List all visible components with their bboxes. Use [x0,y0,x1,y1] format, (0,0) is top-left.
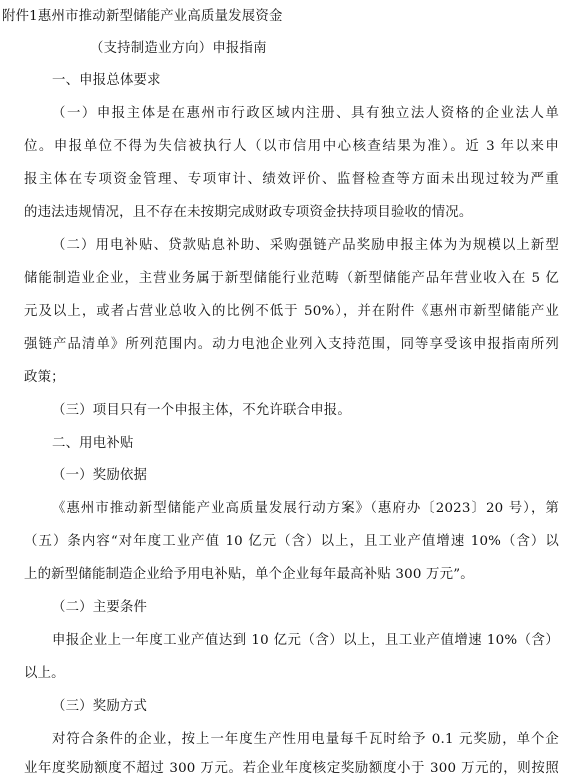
paragraph-line: 位。申报单位不得为失信被执行人（以市信用中心核查结果为准）。近 3 年以来申 [24,139,559,154]
document-subtitle: （支持制造业方向）申报指南 [90,41,267,56]
paragraph-line: 申报企业上一年度工业产值达到 10 亿元（含）以上，且工业产值增速 10%（含） [52,633,559,648]
paragraph-line: （二）用电补贴、贷款贴息补助、采购强链产品奖励申报主体为为规模以上新型 [52,238,559,253]
paragraph-line: 储能制造业企业，主营业务属于新型储能行业范畴（新型储能产品年营业收入在 5 亿 [24,271,559,286]
paragraph-line: 上的新型储能制造企业给予用电补贴，单个企业每年最高补贴 300 万元”。 [24,567,474,582]
paragraph-line: 对符合条件的企业，按上一年度生产性用电量每千瓦时给予 0.1 元奖励，单个企 [52,732,559,747]
subsection-heading: （二）主要条件 [52,600,148,615]
paragraph-line: （五）条内容“对年度工业产值 10 亿元（含）以上，且工业产值增速 10%（含）以 [24,534,559,549]
paragraph-line: 强链产品清单》所列范围内。动力电池企业列入支持范围，同等享受该申报指南所列 [24,337,559,352]
paragraph-line: （一）申报主体是在惠州市行政区域内注册、具有独立法人资格的企业法人单 [52,106,559,121]
paragraph-line: 以上。 [24,666,65,681]
paragraph-line: 的违法违规情况，且不存在未按期完成财政专项资金扶持项目验收的情况。 [24,205,473,220]
paragraph-line: 元及以上，或者占营业总收入的比例不低于 50%），并在附件《惠州市新型储能产业 [24,304,559,319]
paragraph-line: 《惠州市推动新型储能产业高质量发展行动方案》（惠府办〔2023〕20 号），第 [52,501,559,516]
paragraph-line: 政策； [24,370,65,385]
subsection-heading: （一）奖励依据 [52,468,148,483]
paragraph-line: 报主体在专项资金管理、专项审计、绩效评价、监督检查等方面未出现过较为严重 [24,172,559,187]
document-title: 附件1惠州市推动新型储能产业高质量发展资金 [2,9,283,24]
subsection-heading: （三）奖励方式 [52,699,148,714]
section-heading-2: 二、用电补贴 [52,436,134,451]
paragraph-line: 业年度奖励额度不超过 300 万元。若企业年度核定奖励额度小于 300 万元的，则按照 [24,761,559,776]
section-heading-1: 一、申报总体要求 [52,73,161,88]
paragraph-line: （三）项目只有一个申报主体，不允许联合申报。 [52,403,351,418]
